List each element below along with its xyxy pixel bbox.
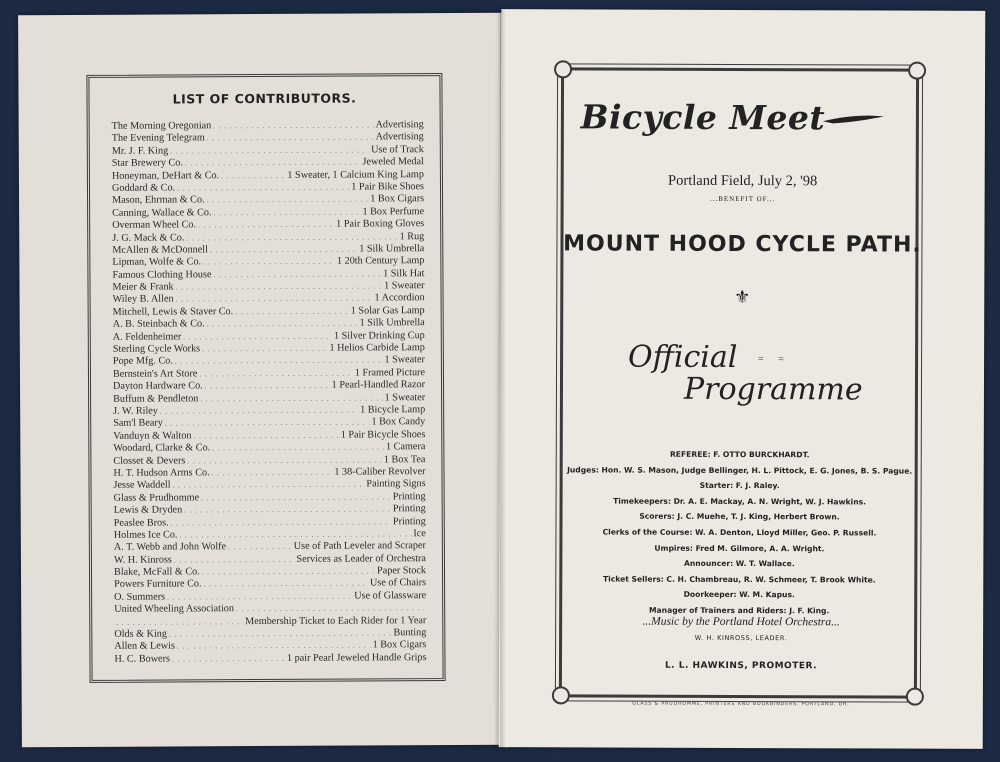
official-entry: Ticket Sellers: C. H. Chambreau, R. W. Schmeer, T. Brook White. xyxy=(602,574,876,585)
dot-leader xyxy=(186,231,397,245)
contributor-name: Pope Mfg. Co. xyxy=(112,355,173,368)
contribution-item: Use of Glassware xyxy=(354,589,427,602)
contribution-item: 1 Solar Gas Lamp xyxy=(350,305,425,317)
contribution-item: 1 Box Cigars xyxy=(370,193,425,205)
official-entry: Manager of Trainers and Riders: J. F. King. xyxy=(648,605,830,616)
programme-heading: Programme xyxy=(683,371,863,408)
dot-leader xyxy=(185,157,361,170)
contribution-item: 1 Box Perfume xyxy=(362,205,425,218)
contributor-name: H. C. Bowers xyxy=(114,653,170,665)
contributor-name: United Wheeling Association xyxy=(114,603,235,616)
dot-leader xyxy=(198,219,334,232)
contributor-name: Powers Furniture Co. xyxy=(114,578,202,591)
corner-ornament xyxy=(908,62,926,80)
dot-leader xyxy=(165,417,370,430)
official-entry: REFEREE: F. OTTO BURCKHARDT. xyxy=(669,449,810,460)
swash-ornament xyxy=(823,112,885,126)
official-entry: Timekeepers: Dr. A. E. Mackay, A. N. Wright, W. J. Hawkins. xyxy=(613,496,867,507)
music-line: ...Music by the Portland Hotel Orchestra... xyxy=(642,615,840,629)
dot-leader xyxy=(187,454,382,467)
dot-leader xyxy=(174,554,295,567)
contributor-row xyxy=(114,652,426,666)
contributor-name: The Morning Oregonian xyxy=(111,120,212,132)
dot-leader xyxy=(160,404,358,417)
contribution-item: 1 20th Century Lamp xyxy=(336,255,425,267)
contribution-item: 1 Pearl-Handled Razor xyxy=(331,379,426,391)
contributor-name: W. H. Kinross xyxy=(113,554,172,566)
dot-leader xyxy=(173,479,365,492)
contributor-name: Buffum & Pendleton xyxy=(113,392,199,405)
contribution-item: 1 Silk Hat xyxy=(383,267,425,280)
contribution-item: 1 Camera xyxy=(385,441,426,453)
contributor-name: A. T. Webb and John Wolfe xyxy=(113,541,227,554)
dot-leader xyxy=(207,132,374,145)
contributor-name: Blake, McFall & Co. xyxy=(113,566,200,578)
contribution-item: 1 Pair Boxing Gloves xyxy=(336,218,425,230)
contribution-item: Use of Chairs xyxy=(370,577,427,589)
contributor-name: Lewis & Dryden xyxy=(113,504,183,516)
contributor-name: A. B. Steinbach & Co. xyxy=(112,318,205,331)
fleuron-icon: ⚜ xyxy=(734,286,751,308)
dot-leader xyxy=(236,602,424,615)
dot-leader xyxy=(171,516,391,530)
promoter-line: L. L. HAWKINS, PROMOTER. xyxy=(664,660,818,672)
left-page xyxy=(18,13,508,748)
printer-imprint: GLASS & PRUDHOMME, PRINTERS AND BOOKBINDERS, PORTLAND, OR. xyxy=(632,701,850,708)
contribution-item: 1 Framed Picture xyxy=(354,366,425,379)
contributor-name: Peaslee Bros. xyxy=(113,516,169,529)
contributor-name: Jesse Waddell xyxy=(113,479,171,492)
contribution-item: 1 Rug xyxy=(399,230,425,242)
contributor-name: Holmes Ice Co. xyxy=(113,529,178,541)
contributor-name: Vanduyn & Walton xyxy=(113,430,192,442)
contribution-item: 1 Silk Umbrella xyxy=(359,243,425,255)
contribution-item: 1 Bicycle Lamp xyxy=(360,404,426,416)
contributor-name: Glass & Prudhomme xyxy=(113,492,200,504)
dot-leader xyxy=(199,367,352,380)
contribution-item: 1 Box Tea xyxy=(383,453,426,465)
dot-leader xyxy=(177,181,349,194)
official-entry: Announcer: W. T. Wallace. xyxy=(683,558,795,569)
contribution-item: Ice xyxy=(413,528,426,540)
contributor-name: Sterling Cycle Works xyxy=(112,343,201,355)
dot-leader xyxy=(116,616,243,629)
dot-leader xyxy=(200,392,382,405)
cause-heading: MOUNT HOOD CYCLE PATH. xyxy=(563,231,922,258)
contributor-name: Mason, Ehrman & Co. xyxy=(112,194,205,207)
dot-leader xyxy=(176,293,373,306)
contributor-name: J. G. Mack & Co. xyxy=(112,231,185,244)
dot-leader xyxy=(184,503,391,516)
contributor-name: Meier & Frank xyxy=(112,281,174,293)
official-heading: Official xyxy=(628,339,738,375)
contributor-name: Bernstein's Art Store xyxy=(112,368,198,380)
dot-leader xyxy=(212,442,384,455)
dot-leader xyxy=(203,256,335,269)
dot-leader xyxy=(176,280,382,293)
contribution-item: 1 Box Candy xyxy=(371,416,426,428)
dot-leader xyxy=(201,491,391,504)
dot-leader xyxy=(207,194,369,207)
dot-leader xyxy=(175,355,383,368)
contributor-name: Mr. J. F. King xyxy=(111,145,169,157)
dot-leader xyxy=(170,144,369,157)
contribution-item: 1 Sweater xyxy=(384,391,426,403)
contribution-item: Use of Track xyxy=(371,143,424,156)
official-entry: Clerks of the Course: W. A. Denton, Lloyd Miller, Geo. P. Russell. xyxy=(602,527,877,538)
contributor-name: O. Summers xyxy=(114,591,166,603)
dot-leader xyxy=(183,330,332,343)
contribution-item: 1 Sweater xyxy=(384,280,425,292)
leader-line: W. H. KINROSS, LEADER. xyxy=(694,633,788,643)
programme-title: Bicycle Meet xyxy=(580,97,826,138)
contribution-item: Paper Stock xyxy=(377,565,427,577)
right-page xyxy=(499,9,986,749)
contributor-name: Goddard & Co. xyxy=(111,182,176,194)
dot-leader xyxy=(228,541,292,554)
dash-ornament-icon: = = xyxy=(758,354,790,366)
contribution-item: Printing xyxy=(392,490,426,503)
contribution-item: 1 38-Caliber Revolver xyxy=(334,466,426,478)
dot-leader xyxy=(177,640,371,653)
contribution-item: 1 pair Pearl Jeweled Handle Grips xyxy=(286,651,427,664)
dot-leader xyxy=(207,318,358,331)
contributor-name: McAllen & McDonnell xyxy=(112,244,208,256)
dot-leader xyxy=(167,590,352,603)
official-entry: Umpires: Fred M. Gilmore, A. A. Wright. xyxy=(654,543,825,553)
contribution-item: 1 Pair Bicycle Shoes xyxy=(340,428,426,441)
contributor-name: H. T. Hudson Arms Co. xyxy=(113,467,210,479)
contributors-title: LIST OF CONTRIBUTORS. xyxy=(172,90,357,107)
contributor-name: Famous Clothing House xyxy=(112,268,212,281)
dot-leader xyxy=(205,380,330,393)
contribution-item: Membership Ticket to Each Rider for 1 Year xyxy=(245,614,427,627)
dot-leader xyxy=(214,206,361,219)
contribution-item: Services as Leader of Orchestra xyxy=(296,552,426,565)
contributors-frame xyxy=(86,73,445,683)
dot-leader xyxy=(202,565,375,578)
dot-leader xyxy=(210,243,357,256)
contribution-item: 1 Silver Drinking Cup xyxy=(333,329,425,342)
official-entry: Doorkeeper: W. M. Kapus. xyxy=(683,590,795,600)
contributor-name: The Evening Telegram xyxy=(111,132,205,145)
contribution-item: 1 Silk Umbrella xyxy=(359,317,425,329)
contributor-name: Closset & Devers xyxy=(113,454,186,467)
contribution-item: 1 Sweater xyxy=(384,354,425,366)
corner-ornament xyxy=(554,60,572,78)
contribution-item: 1 Helios Carbide Lamp xyxy=(329,342,425,354)
contributor-name: Lipman, Wolfe & Co. xyxy=(112,256,202,269)
contributor-name: Mitchell, Lewis & Staver Co. xyxy=(112,306,234,318)
dot-leader xyxy=(169,627,392,641)
dot-leader xyxy=(193,429,338,442)
contribution-item: Printing xyxy=(392,503,426,515)
dot-leader xyxy=(212,467,333,480)
benefit-line: ...BENEFIT OF... xyxy=(709,194,776,204)
dot-leader xyxy=(235,305,349,318)
contributor-name: Wiley B. Allen xyxy=(112,293,174,306)
page-fold-shadow xyxy=(500,10,506,748)
dot-leader xyxy=(172,653,285,666)
contributor-name: Woodard, Clarke & Co. xyxy=(113,442,211,454)
contribution-item: Bunting xyxy=(393,627,427,639)
contributor-name: Canning, Wallace & Co. xyxy=(112,207,212,219)
contributor-name: Allen & Lewis xyxy=(114,640,175,653)
contribution-item: 1 Sweater, 1 Calcium King Lamp xyxy=(287,168,424,181)
contribution-item: 1 Pair Bike Shoes xyxy=(351,181,425,193)
official-entry: Judges: Hon. W. S. Mason, Judge Bellinger, H. L. Pittock, E. G. Jones, B. S. Pague. xyxy=(567,464,913,476)
contribution-item: Painting Signs xyxy=(366,478,426,490)
contribution-item: 1 Box Cigars xyxy=(372,639,427,651)
dot-leader xyxy=(203,578,368,591)
contributor-name: J. W. Riley xyxy=(113,405,158,417)
dot-leader xyxy=(213,268,381,281)
contributor-name: Overman Wheel Co. xyxy=(112,219,197,231)
official-entry: Starter: F. J. Raley. xyxy=(699,481,780,491)
contributor-name: Honeyman, DeHart & Co. xyxy=(111,169,220,182)
dot-leader xyxy=(221,169,285,182)
contributor-name: A. Feldenheimer xyxy=(112,331,182,343)
contributor-name: Dayton Hardware Co. xyxy=(113,380,203,392)
contribution-item: Jeweled Medal xyxy=(362,156,424,168)
contributor-name: Olds & King xyxy=(114,628,167,640)
contribution-item: 1 Accordion xyxy=(374,292,425,304)
official-entry: Scorers: J. C. Muehe, T. J. King, Herbert Brown. xyxy=(639,512,840,522)
dot-leader xyxy=(202,343,327,356)
contribution-item: Advertising xyxy=(375,131,424,143)
contributors-list xyxy=(112,119,427,666)
contributor-name: Star Brewery Co. xyxy=(111,157,183,169)
contribution-item: Printing xyxy=(392,515,426,527)
contribution-item: Advertising xyxy=(375,119,424,131)
contribution-item: Use of Path Leveler and Scraper xyxy=(293,540,426,553)
dot-leader xyxy=(213,119,373,132)
contributor-name: Sam'l Beary xyxy=(113,417,163,430)
event-date-line: Portland Field, July 2, '98 xyxy=(668,172,818,190)
